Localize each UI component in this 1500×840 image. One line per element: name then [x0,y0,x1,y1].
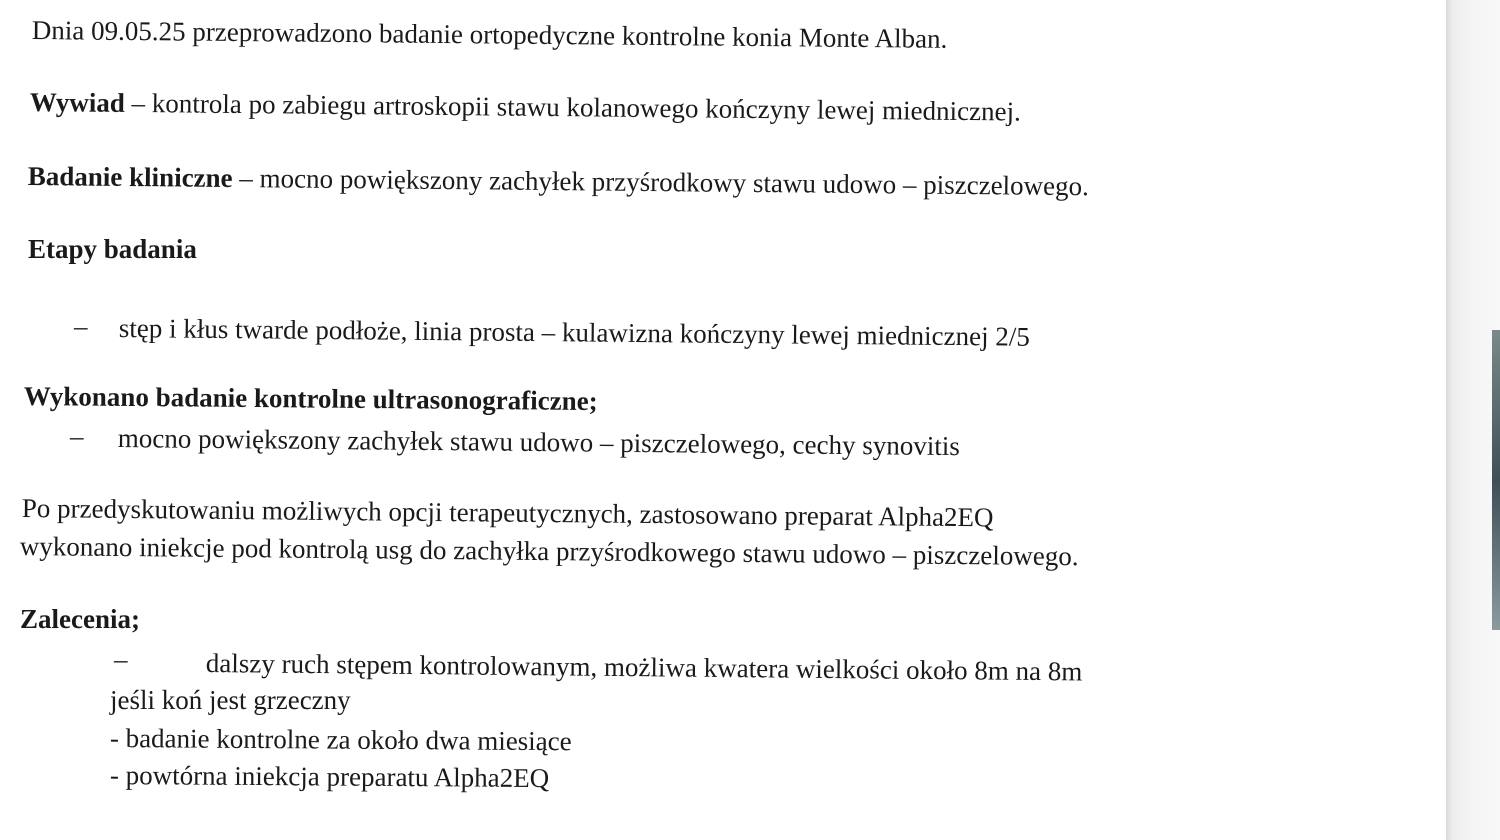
terapia-line-2: wykonano iniekcje pod kontrolą usg do zachyłka przyśrodkowego stawu udowo – piszczelowego. [19,530,1079,572]
wywiad-text: – kontrola po zabiegu artroskopii stawu kolanowego kończyny lewej miednicznej. [124,87,1021,127]
terapia-line-1: Po przedyskutowaniu możliwych opcji terapeutycznych, zastosowano preparat Alpha2EQ [21,492,994,533]
etapy-heading-text: Etapy badania [28,234,197,264]
zalecenia-heading [20,603,140,635]
etapy-dash: – [74,311,88,341]
zalecenia-item-2: - badanie kontrolne za około dwa miesiące [109,723,572,757]
zalecenia-item-3: - powtórna iniekcja preparatu Alpha2EQ [109,760,550,794]
zalecenia-item-1-line-2: jeśli koń jest grzeczny [110,685,351,715]
intro-line: Dnia 09.05.25 przeprowadzono badanie ortopedyczne kontrolne konia Monte Alban. [31,14,948,54]
wywiad-line [30,86,1021,128]
etapy-heading [28,233,197,265]
badanie-kliniczne-line [28,160,1089,203]
zalecenia-heading-text: Zalecenia; [20,604,140,634]
usg-heading-text: Wykonano badanie kontrolne ultrasonograficzne; [23,380,598,417]
usg-dash: – [70,421,84,451]
wywiad-label: Wywiad [29,86,126,118]
zalecenia-item-1-line-1: dalszy ruch stępem kontrolowanym, możliwa kwatera wielkości około 8m na 8m [205,647,1083,687]
badanie-kliniczne-label: Badanie kliniczne [27,160,233,193]
usg-heading [24,380,598,417]
usg-item: mocno powiększony zachyłek stawu udowo – piszczelowego, cechy synovitis [117,422,960,462]
etapy-item: stęp i kłus twarde podłoże, linia prosta – kulawizna kończyny lewej miednicznej 2/5 [118,312,1030,352]
zalecenia-dash: – [114,644,128,674]
background-sliver [1492,330,1500,630]
badanie-kliniczne-text: – mocno powiększony zachyłek przyśrodkowy stawu udowo – piszczelowego. [232,162,1090,202]
